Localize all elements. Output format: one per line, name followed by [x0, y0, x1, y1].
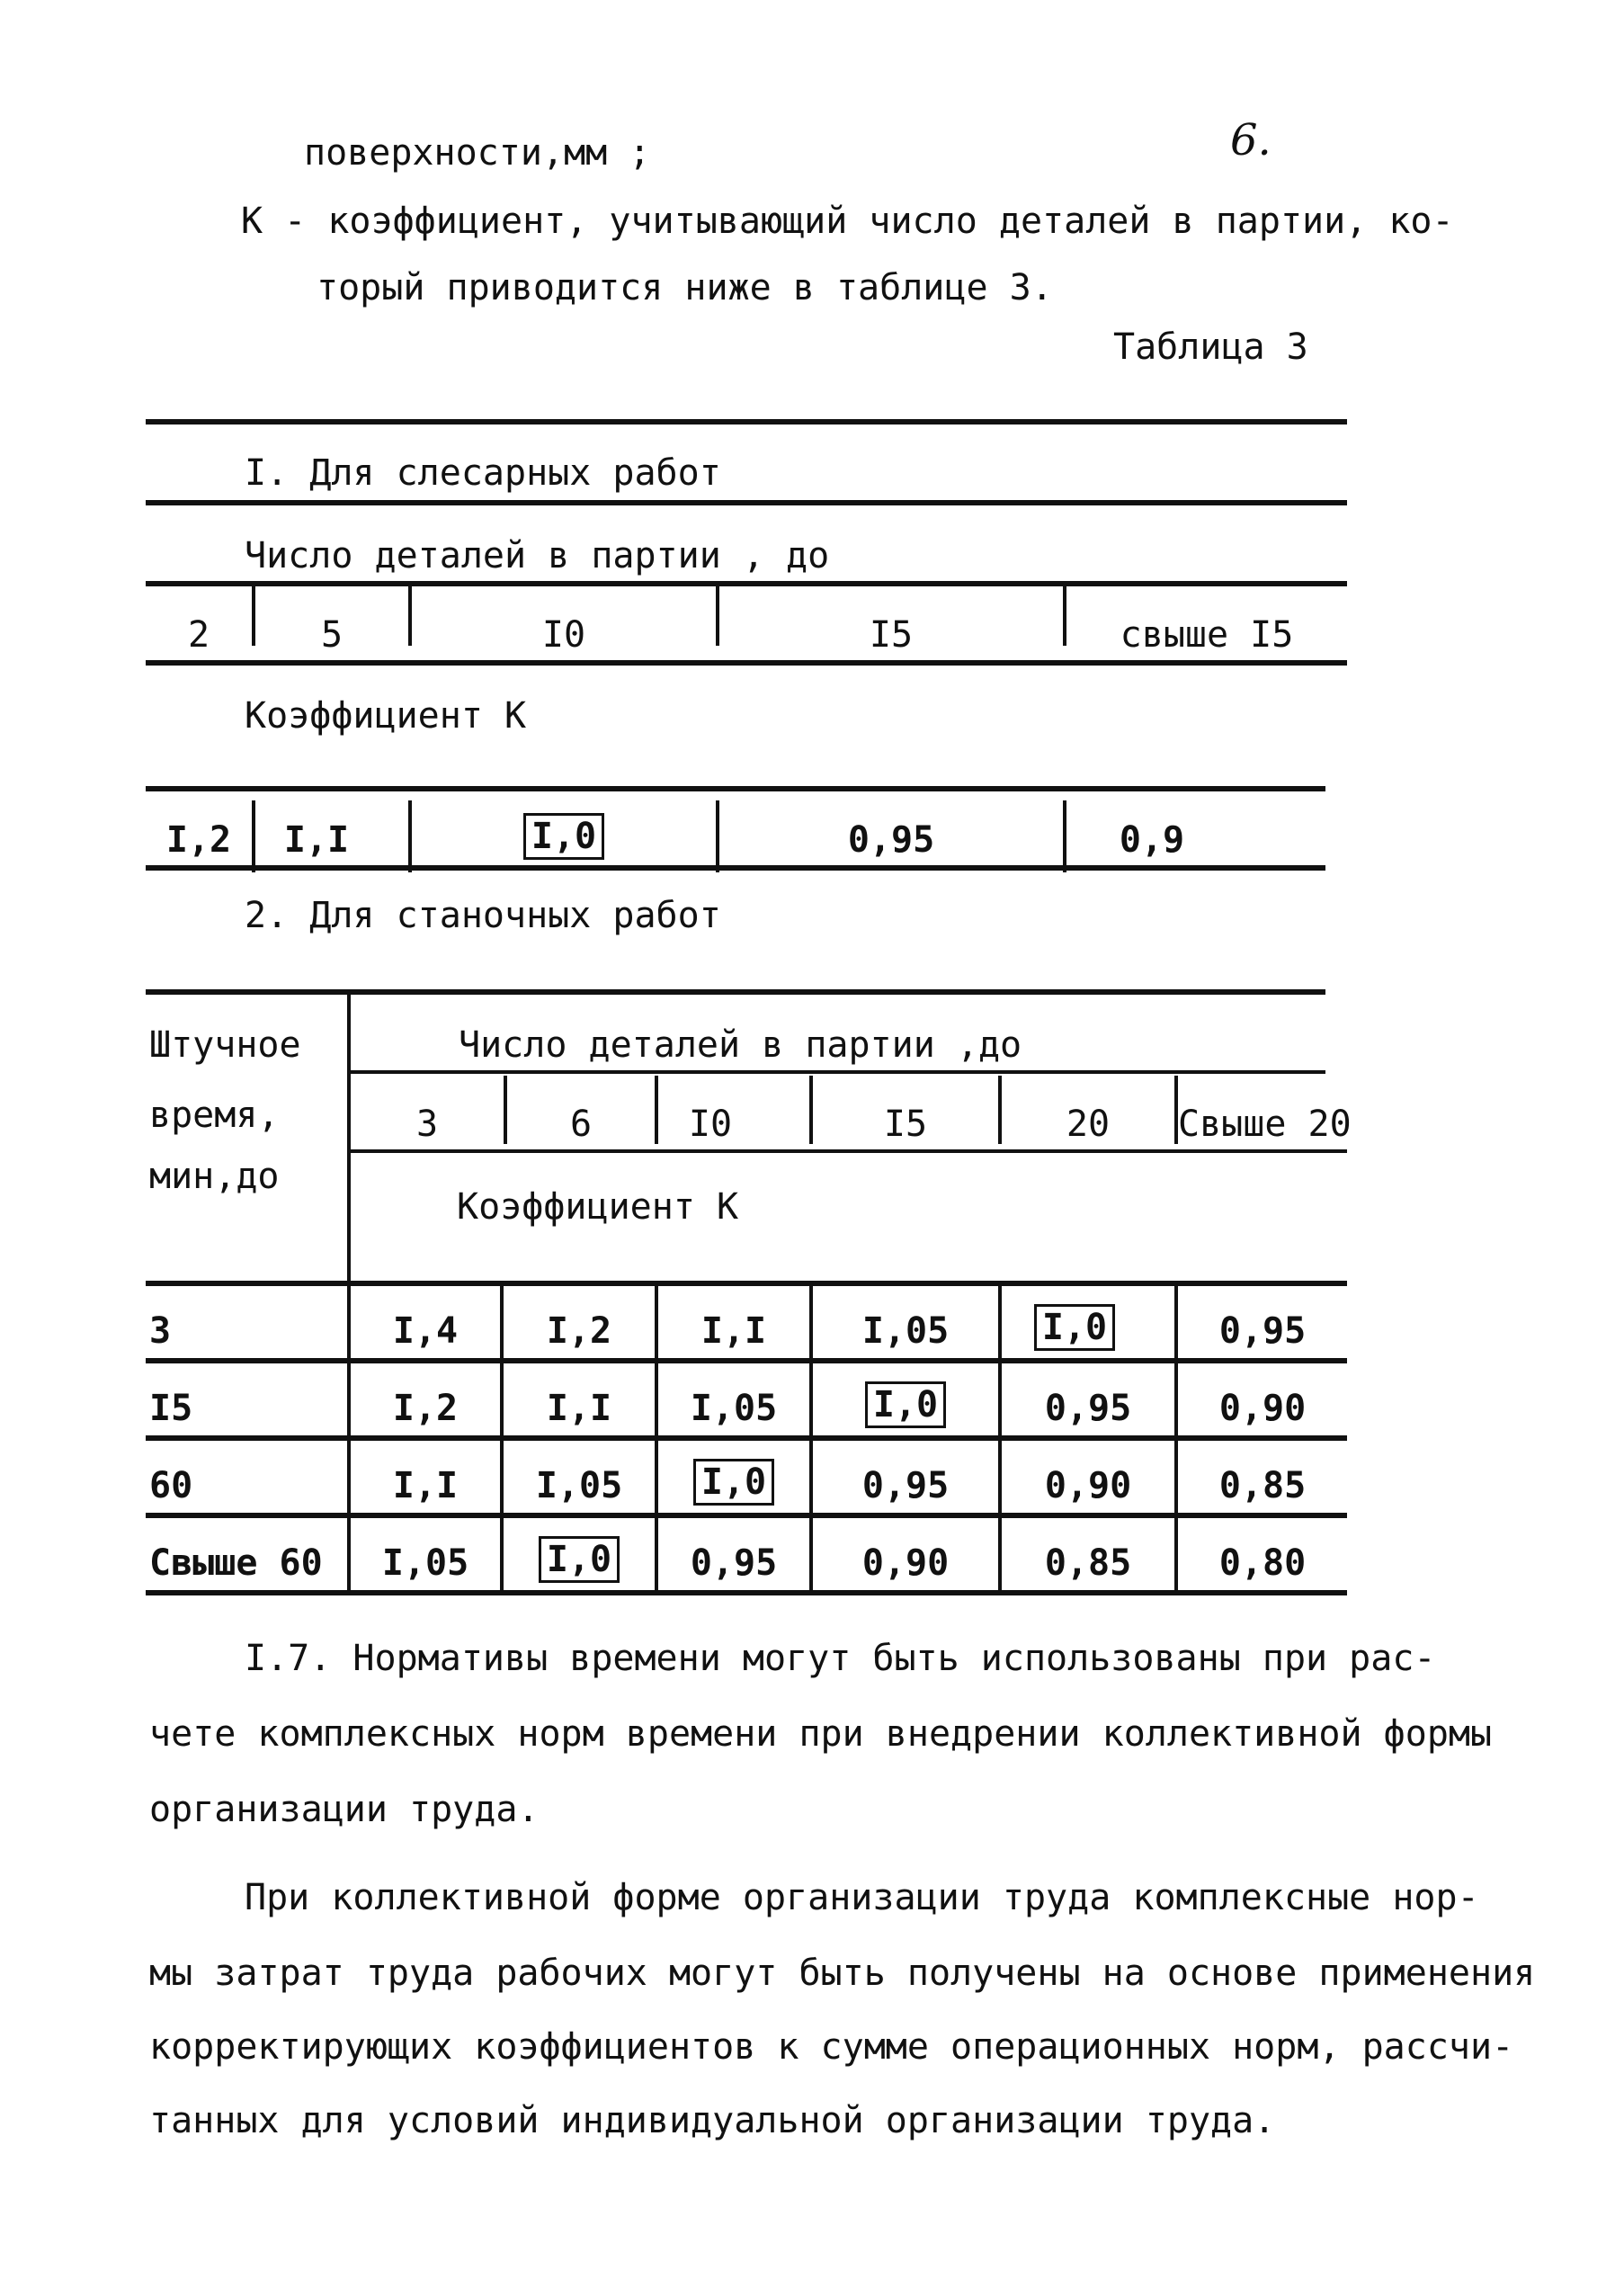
table2-rule-4	[146, 1281, 1347, 1286]
section1-col-2: 2	[187, 614, 210, 656]
intro-line-2: К - коэффициент, учитывающий число деталей в партии, ко-	[241, 201, 1454, 242]
section2-coef-label: Коэффициент К	[457, 1186, 739, 1228]
table1-rule-4	[146, 660, 1347, 666]
section2-row-label: Свыше 60	[149, 1542, 323, 1584]
page-number: 6.	[1230, 115, 1272, 165]
paragraph-1-line-2: чете комплексных норм времени при внедрении коллективной формы	[149, 1713, 1493, 1755]
section2-cell: 0,80	[1218, 1542, 1307, 1584]
section2-row-header-2: время,	[149, 1095, 280, 1136]
section2-row-label: I5	[149, 1388, 193, 1429]
section1-value: 0,95	[847, 819, 935, 861]
section2-col-15: I5	[883, 1104, 928, 1145]
section2-cell: I,I	[392, 1465, 459, 1506]
section2-header: Число деталей в партии ,до	[459, 1024, 1022, 1066]
table2-top-rule	[146, 989, 1325, 995]
section2-row-label: 3	[149, 1310, 172, 1352]
section2-cell-boxed: I,0	[693, 1459, 774, 1506]
section2-cell: 0,95	[1218, 1310, 1307, 1352]
section2-cell: 0,95	[690, 1542, 778, 1584]
section2-cell: I,05	[535, 1465, 623, 1506]
table1-bottom-rule	[146, 865, 1325, 871]
section1-col-5: 5	[320, 614, 344, 656]
section1-col-over15: свыше I5	[1120, 614, 1294, 656]
section2-cell-boxed: I,0	[865, 1381, 946, 1428]
table1-rule-2	[146, 500, 1347, 505]
section1-value-boxed: I,0	[523, 813, 604, 860]
table1-rule-5	[146, 786, 1325, 791]
section2-cell: 0,85	[1044, 1542, 1132, 1584]
paragraph-1-line-3: организации труда.	[149, 1789, 540, 1830]
table2-bottom-rule	[146, 1590, 1347, 1595]
section1-col-15: I5	[869, 614, 914, 656]
paragraph-2-line-4: танных для условий индивидуальной организации труда.	[149, 2100, 1276, 2141]
section2-cell: 0,90	[1218, 1388, 1307, 1429]
section2-col-10: I0	[688, 1104, 733, 1145]
section2-title: 2. Для станочных работ	[245, 895, 721, 936]
section2-row-header-3: мин,до	[149, 1156, 280, 1197]
section2-cell: I,05	[690, 1388, 778, 1429]
section1-value: I,2	[165, 819, 232, 861]
section2-cell: I,I	[546, 1388, 612, 1429]
section2-col-20: 20	[1066, 1104, 1111, 1145]
intro-line-1: поверхности,мм ;	[304, 132, 651, 174]
table2-rule-2	[351, 1070, 1325, 1074]
section2-cell-boxed: I,0	[539, 1536, 620, 1583]
table2-rule-3	[351, 1149, 1347, 1153]
section2-col-6: 6	[569, 1104, 593, 1145]
section2-cell: I,05	[861, 1310, 950, 1352]
paragraph-2-line-1: При коллективной форме организации труда комплексные нор-	[245, 1877, 1479, 1918]
section2-col-over20: Свыше 20	[1178, 1104, 1352, 1145]
paragraph-2-line-3: корректирующих коэффициентов к сумме операционных норм, рассчи-	[149, 2026, 1514, 2068]
section2-cell: 0,95	[1044, 1388, 1132, 1429]
section2-row-label: 60	[149, 1465, 193, 1506]
section2-cell: I,4	[392, 1310, 459, 1352]
section2-col-3: 3	[415, 1104, 439, 1145]
table-label: Таблица 3	[1113, 326, 1308, 368]
section1-coef-label: Коэффициент К	[245, 695, 527, 737]
section1-title: I. Для слесарных работ	[245, 452, 721, 494]
section1-value: 0,9	[1119, 819, 1185, 861]
table1-rule-3	[146, 581, 1347, 586]
section2-cell: 0,85	[1218, 1465, 1307, 1506]
intro-line-3: торый приводится ниже в таблице 3.	[317, 267, 1053, 308]
table2-row-rule	[146, 1513, 1347, 1518]
section2-cell: I,05	[381, 1542, 469, 1584]
section2-cell: I,2	[392, 1388, 459, 1429]
paragraph-2-line-2: мы затрат труда рабочих могут быть получены на основе применения	[149, 1953, 1536, 1994]
section2-cell: 0,95	[861, 1465, 950, 1506]
table2-row-rule	[146, 1435, 1347, 1441]
section1-col-10: I0	[541, 614, 586, 656]
paragraph-1-line-1: I.7. Нормативы времени могут быть использованы при рас-	[245, 1638, 1436, 1679]
section1-value: I,I	[283, 819, 350, 861]
section2-cell-boxed: I,0	[1034, 1304, 1115, 1351]
section2-cell: I,I	[700, 1310, 767, 1352]
table1-top-rule	[146, 419, 1347, 425]
section2-cell: I,2	[546, 1310, 612, 1352]
section2-cell: 0,90	[1044, 1465, 1132, 1506]
section2-cell: 0,90	[861, 1542, 950, 1584]
table2-row-rule	[146, 1358, 1347, 1363]
section2-row-header-1: Штучное	[149, 1024, 301, 1066]
section1-header: Число деталей в партии , до	[245, 535, 830, 576]
